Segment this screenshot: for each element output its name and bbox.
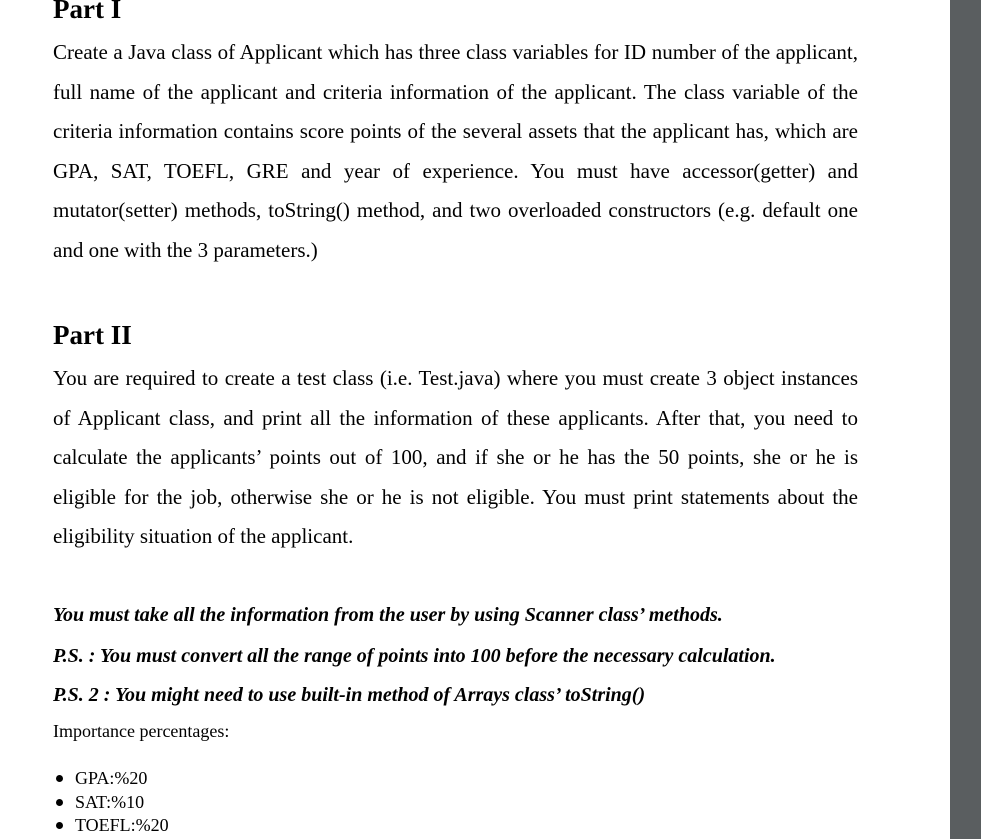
part-2-heading: Part II bbox=[53, 320, 132, 350]
part-1-paragraph: Create a Java class of Applicant which has three class variables for ID number of the applicant, full name of the applicant and criteria information of the applicant. The class variable of the criteria information contains score points of the several assets that the applicant has, which are GPA, SAT, TOEFL, GRE and year of experience. You must have accessor(getter) and mutator(setter) methods, toString() method, and two overloaded constructors (e.g. default one and one with the 3 parameters.) bbox=[53, 40, 858, 262]
importance-label: Importance percentages: bbox=[53, 721, 230, 741]
list-item bbox=[53, 815, 169, 839]
list-item bbox=[53, 792, 169, 816]
list-item-text: TOEFL:%20 bbox=[75, 815, 169, 835]
list-item-text: SAT:%10 bbox=[75, 791, 145, 812]
note-scanner: You must take all the information from the user by using Scanner class’ methods. bbox=[53, 604, 723, 626]
viewer-scrollbar[interactable] bbox=[950, 0, 981, 839]
list-item bbox=[53, 768, 169, 792]
bullet-icon bbox=[56, 799, 63, 806]
part-2-paragraph: You are required to create a test class (i.e. Test.java) where you must create 3 object instances of Applicant class, and print all the information of these applicants. After that, you need to calculate the applicants’ points out of 100, and if she or he has the 50 points, she or he is eligible for the job, otherwise she or he is not eligible. You must print statements about the eligibility situation of the applicant. bbox=[53, 366, 858, 549]
bullet-icon bbox=[56, 822, 63, 829]
note-ps-2: P.S. 2 : You might need to use built-in method of Arrays class’ toString() bbox=[53, 684, 646, 706]
part-1-heading: Part I bbox=[53, 0, 122, 24]
note-ps-1: P.S. : You must convert all the range of points into 100 before the necessary calculation. bbox=[53, 645, 776, 667]
list-item-text: GPA:%20 bbox=[75, 768, 148, 788]
importance-list bbox=[53, 768, 169, 839]
bullet-icon bbox=[56, 775, 63, 782]
